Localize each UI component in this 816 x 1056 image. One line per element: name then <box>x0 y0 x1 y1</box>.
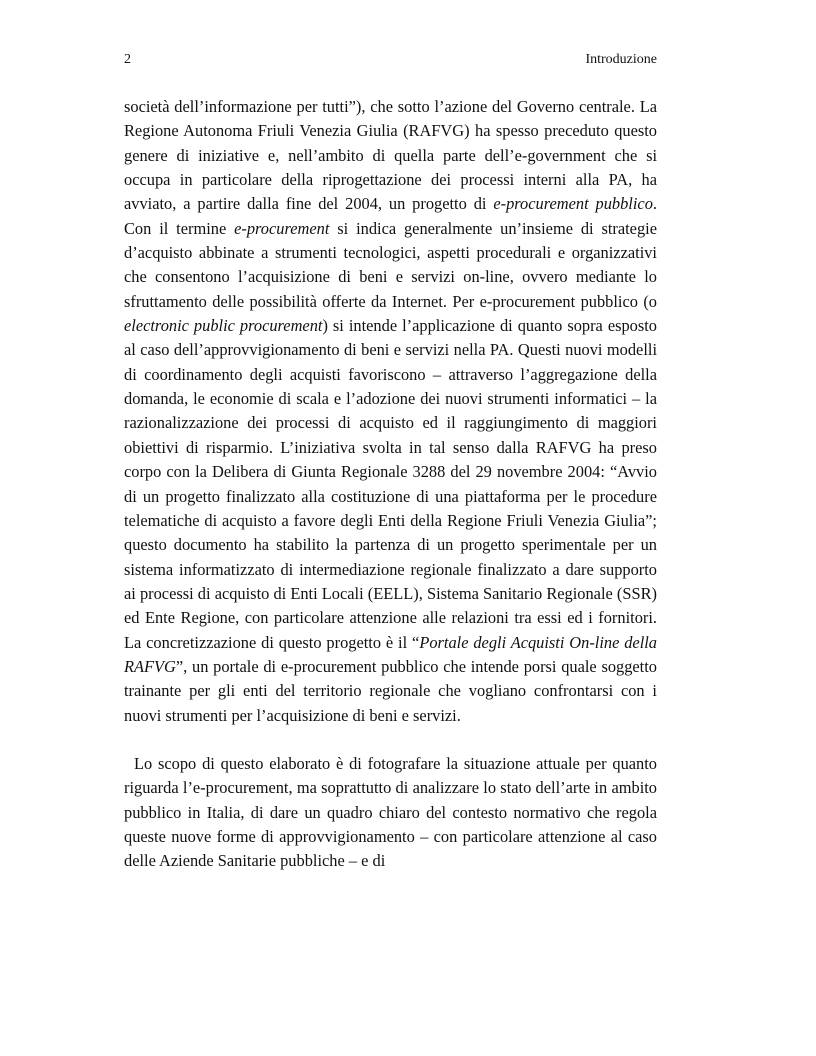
italic-term-e-procurement-pubblico: e-procurement pubblico <box>493 194 653 214</box>
paragraph-1-segment: società dell’informazione per tutti”), che sotto l’azione del Governo centrale. La Regione Autonoma Friuli Venezia Giulia (RAFVG) ha spesso preceduto questo genere di iniziative e, nell’ambito di quella parte dell’e-government che si occupa in particolare della riprogettazione dei processi interni alla PA, ha avviato, a partire dalla fine del 2004, un progetto di <box>124 97 657 214</box>
italic-term-portale: Portale degli Acquisti On-line della RAFVG <box>124 632 657 676</box>
running-title: Introduzione <box>585 52 657 67</box>
italic-term-e-procurement: e-procurement <box>234 218 330 238</box>
paragraph-1 <box>124 95 657 728</box>
paragraph-2: Lo scopo di questo elaborato è di fotografare la situazione attuale per quanto riguarda l’e-procurement, ma soprattutto di analizzare lo stato dell’arte in ambito pubblico in Italia, di dare un quadro chiaro del contesto normativo che regola queste nuove forme di approvvigionamento – con particolare attenzione al caso delle Aziende Sanitarie pubbliche – e di <box>124 753 657 871</box>
running-header <box>124 52 657 72</box>
paragraph-1-segment: . Con il termine <box>124 194 657 238</box>
document-page <box>124 0 657 1056</box>
paragraph-1-segment: ”, un portale di e-procurement pubblico che intende porsi quale soggetto trainante per gli enti del territorio regionale che vogliano confrontarsi con i nuovi strumenti per l’acquisizione di beni e servizi. <box>124 656 657 725</box>
page-number: 2 <box>124 52 131 67</box>
body-text <box>124 95 657 874</box>
italic-term-electronic-public-procurement: electronic public procurement <box>124 316 323 336</box>
paragraph-1-segment: si indica generalmente un’insieme di strategie d’acquisto abbinate a strumenti tecnologici, aspetti procedurali e organizzativi che consentono l’acquisizione di beni e servizi on-line, ovvero mediante lo sfruttamento delle possibilità offerte da Internet. Per e-procurement pubblico (o <box>124 218 657 311</box>
paragraph-1-segment: ) si intende l’applicazione di quanto sopra esposto al caso dell’approvvigionamento di beni e servizi nella PA. Questi nuovi modelli di coordinamento degli acquisti favoriscono – attraverso l’aggregazione della domanda, le economie di scala e l’adozione dei nuovi strumenti informatici – la razionalizzazione dei processi di acquisto ed il raggiungimento di maggiori obiettivi di risparmio. L’iniziativa svolta in tal senso dalla RAFVG ha preso corpo con la Delibera di Giunta Regionale 3288 del 29 novembre 2004: “Avvio di un progetto finalizzato alla costituzione di una piattaforma per le procedure telematiche di acquisto a favore degli Enti della Regione Friuli Venezia Giulia”; questo documento ha stabilito la partenza di un progetto sperimentale per un sistema informatizzato di intermediazione regionale finalizzato a dare supporto ai processi di acquisto di Enti Locali (EELL), Sistema Sanitario Regionale (SSR) ed Ente Regione, con particolare attenzione alle relazioni tra essi ed i fornitori. La concretizzazione di questo progetto è il “ <box>124 316 658 652</box>
